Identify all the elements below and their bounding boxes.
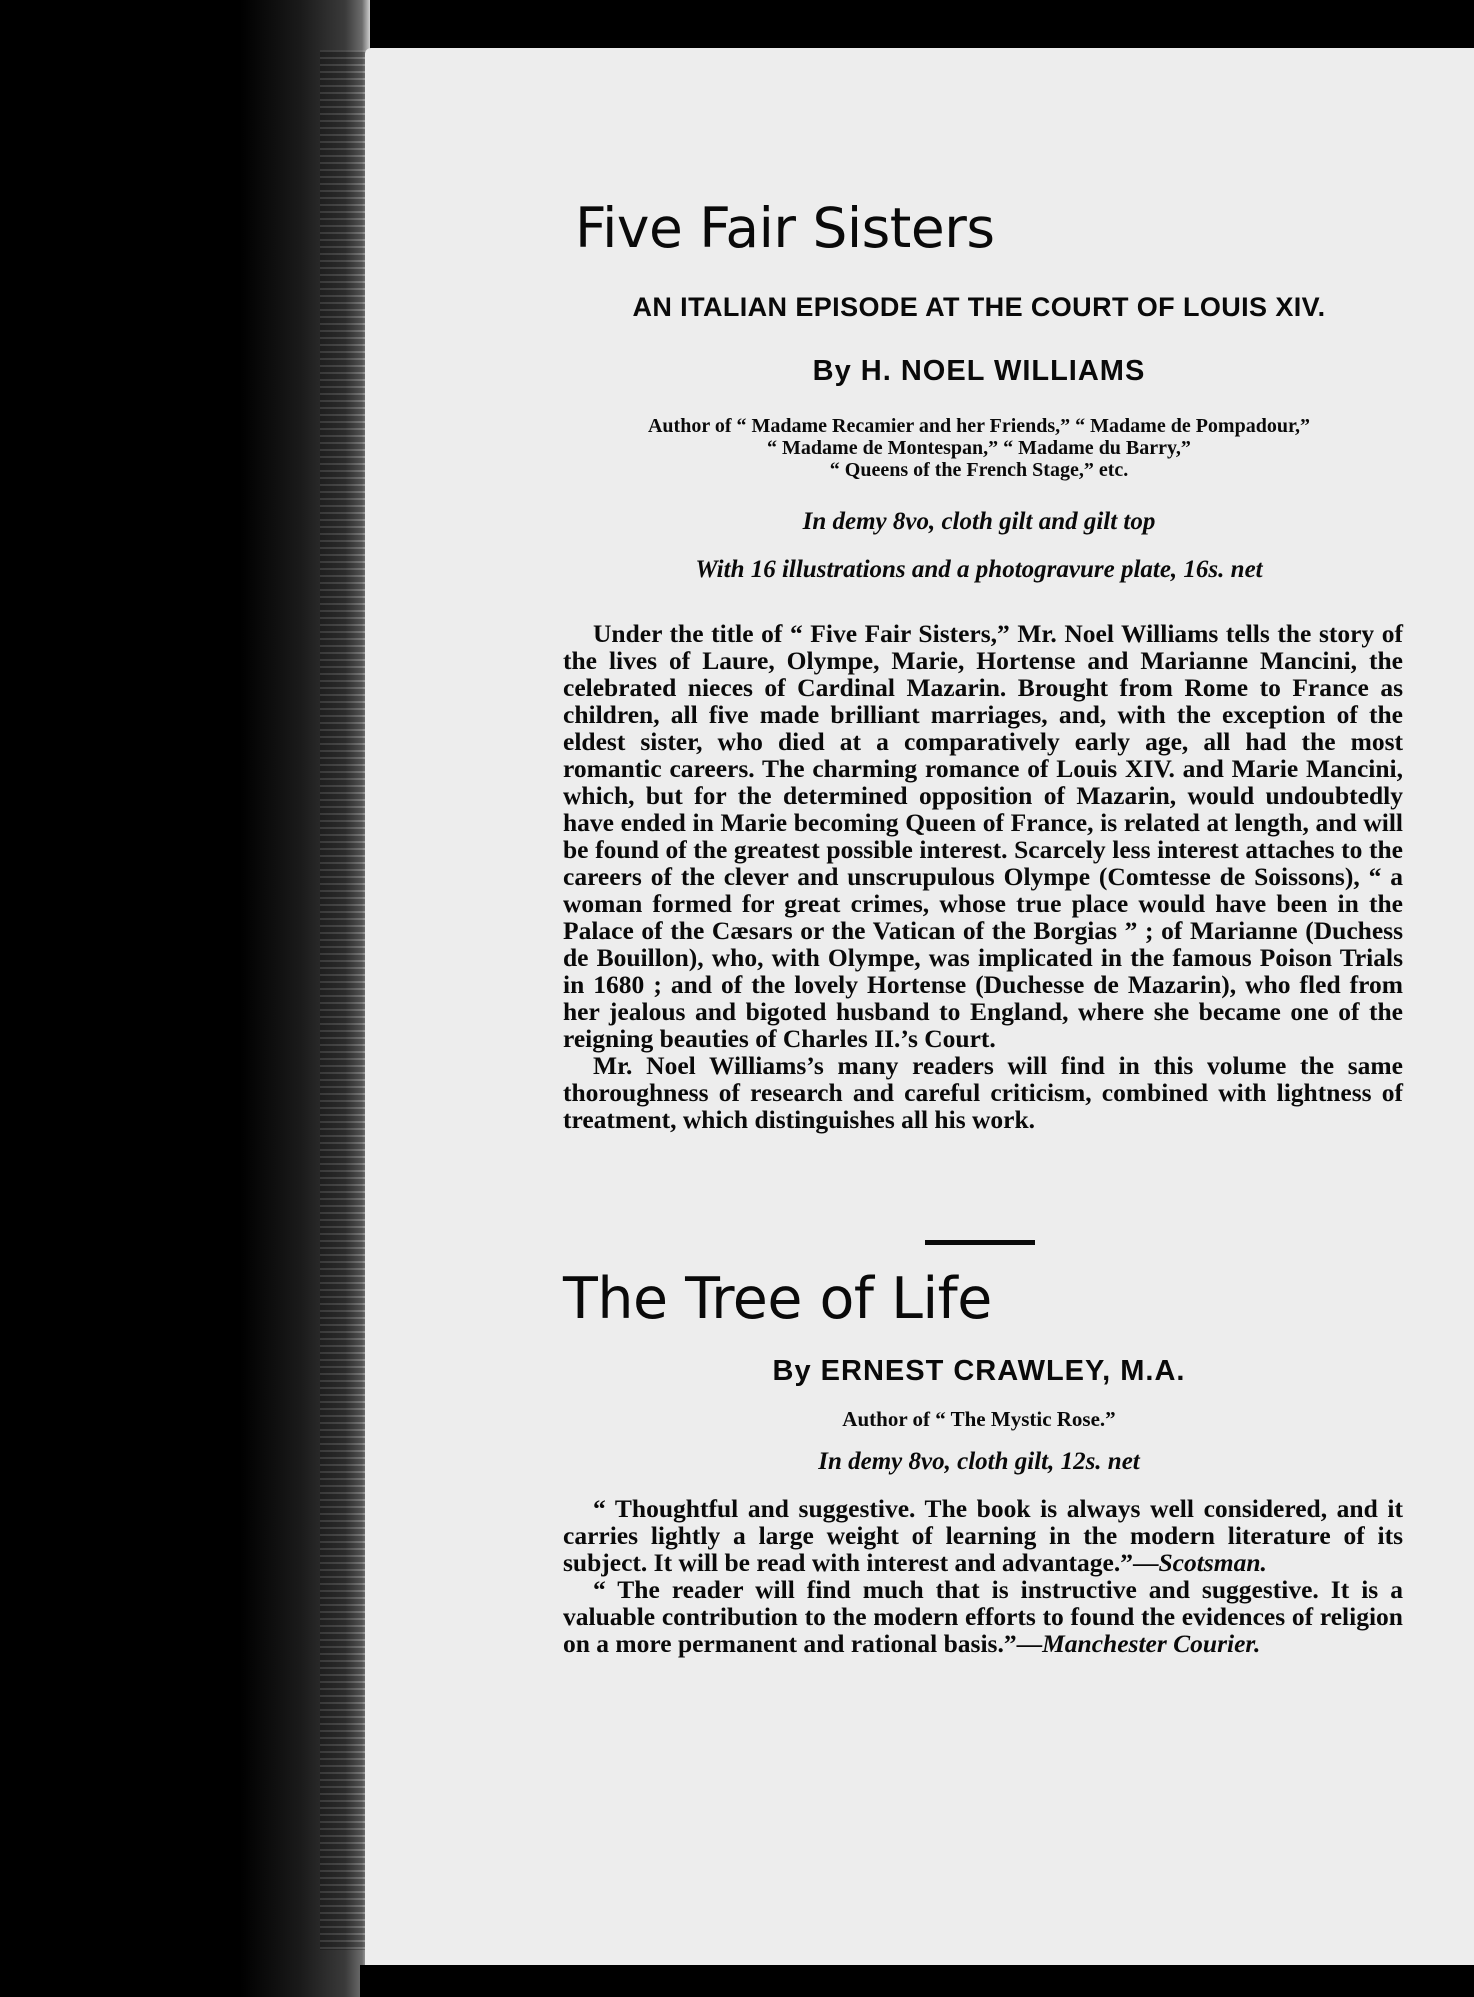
review-quote [563, 1576, 1403, 1657]
book1-credits [555, 415, 1403, 481]
book1-format: In demy 8vo, cloth gilt and gilt top [802, 508, 1156, 535]
book1-credit-line: “ Queens of the French Stage,” etc. [829, 459, 1129, 481]
page-bottom-edge [360, 1965, 1474, 1997]
section-divider [925, 1240, 1035, 1245]
binding-shadow [320, 50, 370, 1950]
book1-credit-line: Author of “ Madame Recamier and her Friends,” “ Madame de Pompadour,” [647, 415, 1310, 437]
book1-paragraph: Under the title of “ Five Fair Sisters,” Mr. Noel Williams tells the story of the lives of Laure, Olympe, Marie, Hortense and Marianne Mancini, the celebrated nieces of Cardinal Mazarin. Brought from Rome to France as children, all five made brilliant marriages, and, with the exception of the eldest sister, who died at a comparatively early age, all had the most romantic careers. The charming romance of Louis XIV. and Marie Mancini, which, but for the determined opposition of Mazarin, would undoubtedly have ended in Marie becoming Queen of France, is related at length, and will be found of the greatest possible interest. Scarcely less interest attaches to the careers of the clever and unscrupulous Olympe (Comtesse de Soissons), “ a woman formed for great crimes, whose true place would have been in the Palace of the Cæsars or the Vatican of the Borgias ” ; of Marianne (Duchess de Bouillon), who, with Olympe, was implicated in the famous Poison Trials in 1680 ; and of the lovely Hortense (Duchesse de Mazarin), who fled from her jealous and bigoted husband to England, where she became one of the reigning beauties of Charles II.’s Court. [563, 619, 1403, 1053]
book2-reviews [563, 1495, 1403, 1657]
book1-description [563, 620, 1403, 1133]
book1-title: Five Fair Sisters [575, 196, 995, 260]
review-source: Scotsman. [1158, 1548, 1267, 1577]
book1-paragraph: Mr. Noel Williams’s many readers will find in this volume the same thoroughness of research and careful criticism, combined with lightness of treatment, which distinguishes all his work. [563, 1051, 1403, 1134]
book1-author: By H. NOEL WILLIAMS [812, 355, 1146, 387]
review-text: “ Thoughtful and suggestive. The book is always well considered, and it carries lightly a large weight of learning in the modern literature of its subject. It will be read with interest and advantage.”— [563, 1494, 1403, 1577]
book2-author: By ERNEST CRAWLEY, M.A. [772, 1355, 1186, 1387]
book-binding [0, 0, 370, 1997]
book2-credit: Author of “ The Mystic Rose.” [842, 1407, 1116, 1431]
review-text: “ The reader will find much that is instructive and suggestive. It is a valuable contribution to the modern efforts to found the evidences of religion on a more permanent and rational basis.”— [563, 1575, 1403, 1658]
book1-subtitle: AN ITALIAN EPISODE AT THE COURT OF LOUIS XIV. [632, 292, 1326, 322]
book1-illustrations: With 16 illustrations and a photogravure plate, 16s. net [695, 556, 1263, 583]
book2-title: The Tree of Life [563, 1266, 992, 1332]
review-source: Manchester Courier. [1042, 1629, 1261, 1658]
book1-credit-line: “ Madame de Montespan,” “ Madame du Barry,” [767, 437, 1191, 459]
book2-format: In demy 8vo, cloth gilt, 12s. net [818, 1448, 1140, 1475]
review-quote [563, 1495, 1403, 1576]
